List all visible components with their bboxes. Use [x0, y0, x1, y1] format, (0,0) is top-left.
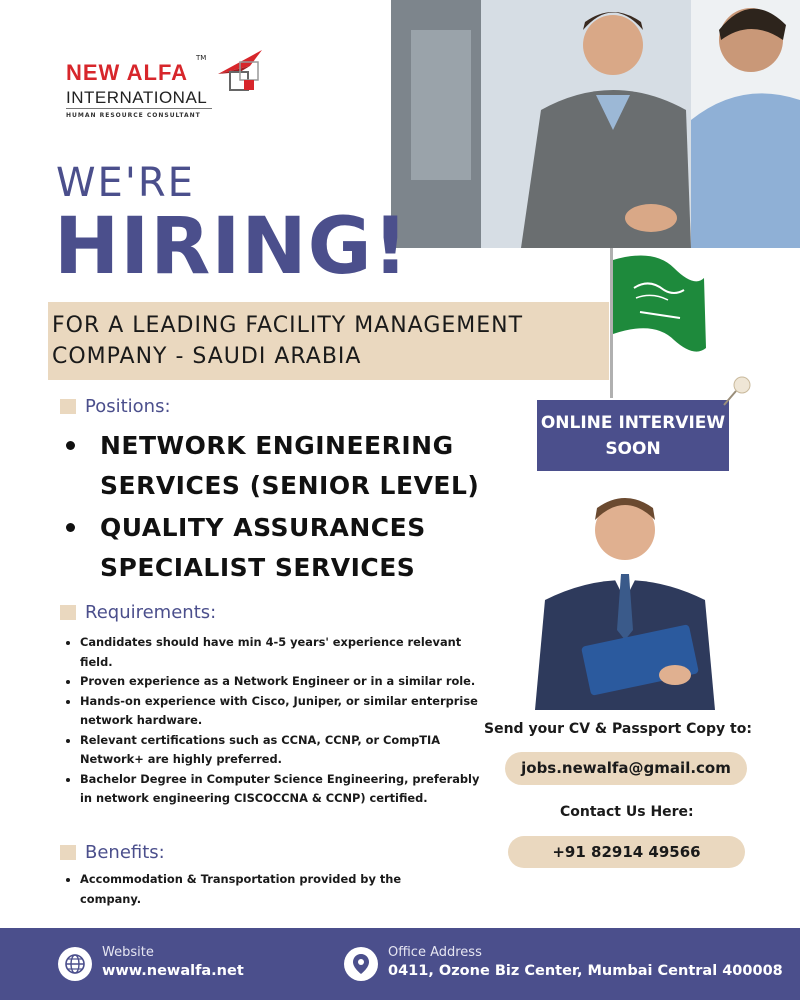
address-label: Office Address	[388, 945, 482, 960]
email-link[interactable]: jobs.newalfa@gmail.com	[505, 752, 747, 785]
handshake-illustration	[391, 0, 800, 248]
requirement-item: Bachelor Degree in Computer Science Engineering, preferably in network engineering CISCOCCNA & CCNP) certified.	[66, 770, 486, 809]
globe-icon	[58, 947, 92, 981]
section-marker	[60, 845, 76, 860]
requirements-heading	[60, 602, 216, 623]
benefits-heading-text: Benefits:	[85, 842, 165, 863]
position-1-line-2: SERVICES (SENIOR LEVEL)	[100, 471, 480, 500]
businessman-photo	[525, 490, 725, 710]
phone-link[interactable]: +91 82914 49566	[508, 836, 745, 868]
requirement-item: Proven experience as a Network Engineer or in a similar role.	[66, 672, 486, 692]
send-cv-label: Send your CV & Passport Copy to:	[484, 721, 752, 737]
company-banner	[48, 302, 609, 380]
handshake-photo	[391, 0, 800, 248]
logo-arrow-icon	[210, 44, 266, 100]
position-2-line-2: SPECIALIST SERVICES	[100, 553, 416, 582]
position-1-line-1: NETWORK ENGINEERING	[100, 431, 454, 460]
company-line-2: COMPANY - SAUDI ARABIA	[52, 344, 362, 369]
benefit-item: Accommodation & Transportation provided by the company.	[66, 870, 446, 909]
logo-name-top: NEW ALFA	[66, 60, 189, 85]
website-label: Website	[102, 945, 154, 960]
headline-hiring: HIRING!	[54, 202, 410, 292]
requirement-item: Hands-on experience with Cisco, Juniper, or similar enterprise network hardware.	[66, 692, 486, 731]
company-line-1: FOR A LEADING FACILITY MANAGEMENT	[52, 313, 524, 338]
benefits-list	[66, 870, 446, 909]
logo-divider	[66, 108, 212, 109]
section-marker	[60, 399, 76, 414]
requirement-item: Candidates should have min 4-5 years' experience relevant field.	[66, 633, 486, 672]
contact-label: Contact Us Here:	[560, 804, 694, 820]
requirements-heading-text: Requirements:	[85, 602, 217, 623]
positions-list	[60, 426, 520, 588]
saudi-flag-icon	[604, 248, 724, 398]
logo-trademark: TM	[196, 54, 207, 62]
section-marker	[60, 605, 76, 620]
requirements-list	[66, 633, 486, 809]
location-pin-icon	[344, 947, 378, 981]
online-interview-badge	[537, 400, 729, 471]
logo-tagline: HUMAN RESOURCE CONSULTANT	[66, 112, 201, 119]
logo-name-bottom: INTERNATIONAL	[66, 88, 208, 107]
positions-heading-text: Positions:	[85, 396, 171, 417]
positions-heading	[60, 396, 171, 417]
footer-bar	[0, 928, 800, 1000]
website-link[interactable]: www.newalfa.net	[102, 963, 244, 979]
pushpin-icon	[716, 373, 756, 413]
requirement-item: Relevant certifications such as CCNA, CCNP, or CompTIA Network+ are highly preferred.	[66, 731, 486, 770]
company-logo	[66, 44, 276, 124]
headline-were: WE'RE	[56, 160, 195, 206]
position-item	[60, 508, 520, 588]
position-2-line-1: QUALITY ASSURANCES	[100, 513, 426, 542]
address-value: 0411, Ozone Biz Center, Mumbai Central 400008	[388, 963, 783, 979]
interview-line-1: ONLINE INTERVIEW	[540, 413, 726, 433]
interview-line-2: SOON	[605, 439, 661, 459]
benefits-heading	[60, 842, 165, 863]
position-item	[60, 426, 520, 506]
